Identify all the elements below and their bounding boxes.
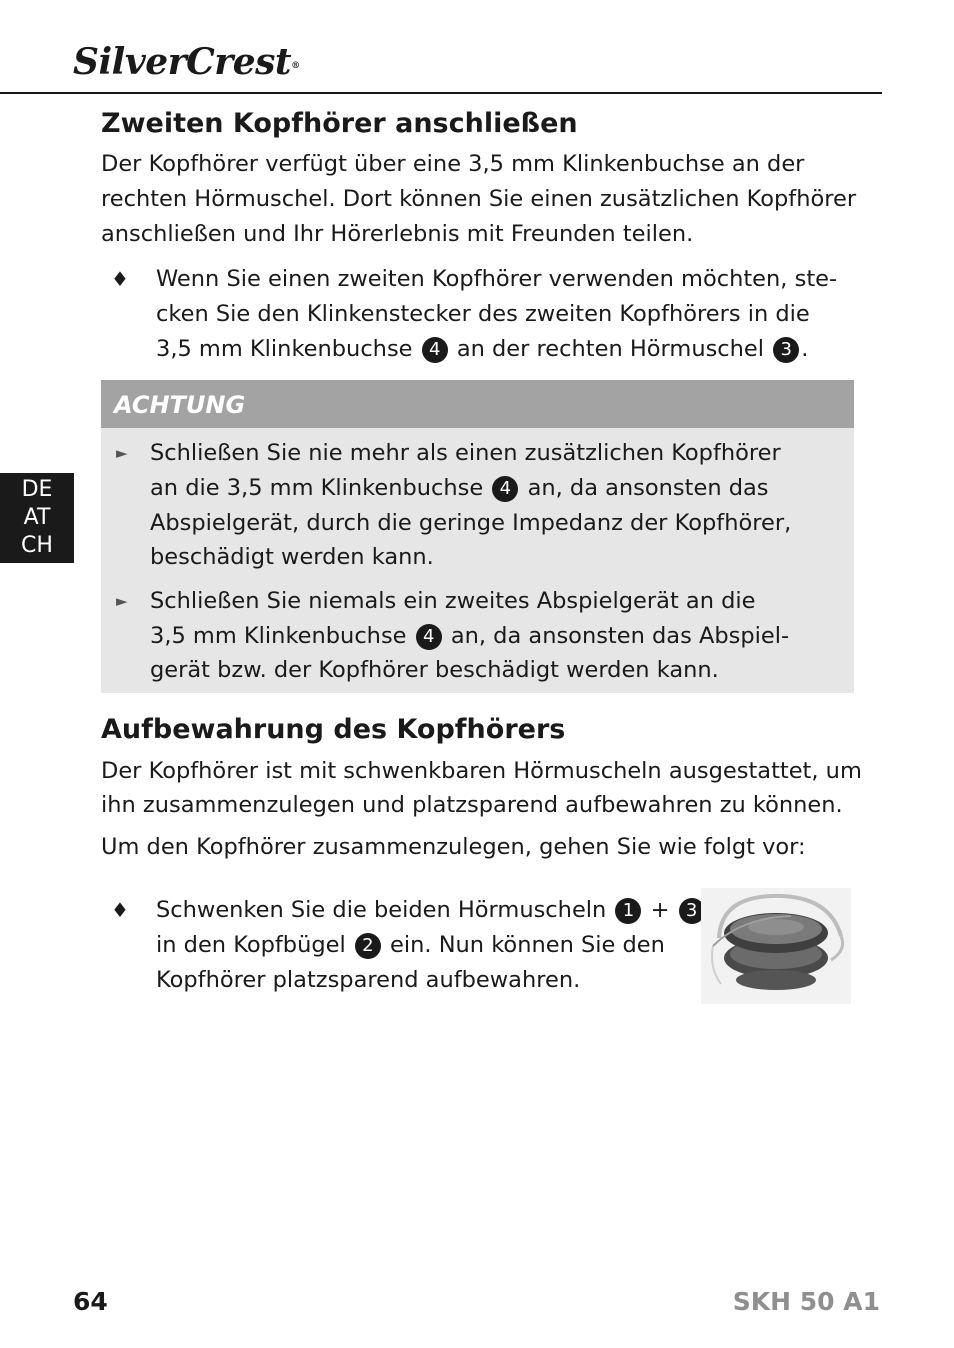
bullet-line: cken Sie den Klinkenstecker des zweiten Kopfhörers in die bbox=[156, 301, 810, 327]
lang-de: DE bbox=[21, 477, 53, 502]
warning-line: beschädigt werden kann. bbox=[150, 544, 434, 570]
warning-line bbox=[150, 471, 769, 506]
warning-text: 3,5 mm Klinkenbuchse bbox=[150, 623, 407, 649]
lang-at: AT bbox=[23, 505, 51, 530]
bullet-text: Schwenken Sie die beiden Hörmuscheln bbox=[156, 897, 607, 923]
number-badge: 4 bbox=[492, 476, 518, 502]
warning-text: an die 3,5 mm Klinkenbuchse bbox=[150, 475, 484, 501]
number-badge: 3 bbox=[773, 337, 799, 363]
intro-line: Um den Kopfhörer zusammenzulegen, gehen Sie wie folgt vor: bbox=[101, 834, 806, 860]
bullet-text: in den Kopfbügel bbox=[156, 932, 346, 958]
warning-line: Abspielgerät, durch die geringe Impedanz der Kopfhörer, bbox=[150, 510, 792, 536]
diamond-bullet-icon: ♦ bbox=[111, 898, 129, 922]
brand-logo bbox=[73, 40, 300, 84]
bullet-line bbox=[156, 893, 707, 928]
bullet-text: an der rechten Hörmuschel bbox=[456, 336, 765, 362]
section-heading-storage: Aufbewahrung des Kopfhörers bbox=[101, 714, 566, 745]
model-number: SKH 50 A1 bbox=[732, 1287, 880, 1316]
bullet-text: . bbox=[801, 336, 809, 362]
bullet-line bbox=[156, 928, 665, 963]
bullet-line: Wenn Sie einen zweiten Kopfhörer verwenden möchten, ste- bbox=[156, 266, 838, 292]
warning-text: an, da ansonsten das Abspiel- bbox=[450, 623, 790, 649]
language-tab bbox=[0, 473, 74, 563]
number-badge: 2 bbox=[355, 933, 381, 959]
bullet-text: 3,5 mm Klinkenbuchse bbox=[156, 336, 413, 362]
bullet-line bbox=[156, 332, 808, 367]
warning-line: gerät bzw. der Kopfhörer beschädigt werden kann. bbox=[150, 657, 719, 683]
warning-line bbox=[150, 619, 789, 654]
header-rule bbox=[0, 92, 882, 94]
page-number: 64 bbox=[73, 1287, 108, 1316]
brand-name: SilverCrest bbox=[73, 41, 292, 83]
arrow-bullet-icon: ► bbox=[116, 444, 128, 462]
number-badge: 1 bbox=[615, 898, 641, 924]
warning-line: Schließen Sie nie mehr als einen zusätzlichen Kopfhörer bbox=[150, 440, 781, 466]
paragraph-line: ihn zusammenzulegen und platzsparend aufbewahren zu können. bbox=[101, 792, 843, 818]
section-heading-second-headphone: Zweiten Kopfhörer anschließen bbox=[101, 108, 578, 139]
lang-ch: CH bbox=[21, 533, 53, 558]
warning-line: Schließen Sie niemals ein zweites Abspielgerät an die bbox=[150, 588, 756, 614]
number-badge: 4 bbox=[416, 624, 442, 650]
paragraph-line: rechten Hörmuschel. Dort können Sie einen zusätzlichen Kopfhörer bbox=[101, 186, 857, 212]
arrow-bullet-icon: ► bbox=[116, 592, 128, 610]
folded-headphones-photo bbox=[701, 888, 851, 1004]
plus-sign: + bbox=[650, 897, 670, 923]
number-badge: 3 bbox=[679, 898, 705, 924]
diamond-bullet-icon: ♦ bbox=[111, 267, 129, 291]
paragraph-line: anschließen und Ihr Hörerlebnis mit Freunden teilen. bbox=[101, 221, 694, 247]
bullet-line: Kopfhörer platzsparend aufbewahren. bbox=[156, 967, 581, 993]
number-badge: 4 bbox=[422, 337, 448, 363]
warning-text: an, da ansonsten das bbox=[527, 475, 769, 501]
bullet-text: ein. Nun können Sie den bbox=[390, 932, 665, 958]
paragraph-line: Der Kopfhörer ist mit schwenkbaren Hörmuscheln ausgestattet, um bbox=[101, 758, 862, 784]
registered-mark: ® bbox=[291, 61, 300, 71]
paragraph-line: Der Kopfhörer verfügt über eine 3,5 mm Klinkenbuchse an der bbox=[101, 151, 805, 177]
warning-title: ACHTUNG bbox=[114, 391, 246, 419]
